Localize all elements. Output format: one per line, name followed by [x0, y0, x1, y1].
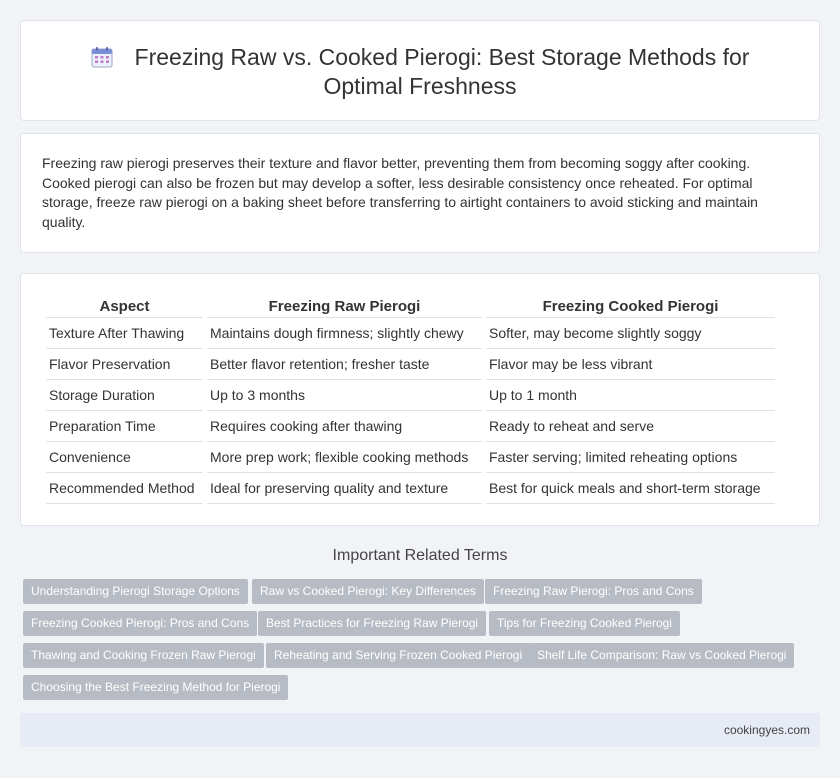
- cell-raw: Up to 3 months: [207, 380, 482, 411]
- table-row: [46, 380, 775, 411]
- cell-cooked: Best for quick meals and short-term storage: [486, 473, 775, 504]
- intro-paragraph: Freezing raw pierogi preserves their texture and flavor better, preventing them from becoming soggy after cooking. Cooked pierogi can also be frozen but may develop a softer, less desirable consistency once reheated. For optimal storage, freeze raw pierogi on a baking sheet before transferring to airtight containers to avoid sticking and maintain quality.: [42, 155, 758, 230]
- cell-aspect: Preparation Time: [46, 411, 203, 442]
- title-line-1: Freezing Raw vs. Cooked Pierogi: Best Storage Methods for: [134, 44, 750, 70]
- table-row: [46, 473, 775, 504]
- cell-raw: More prep work; flexible cooking methods: [207, 442, 482, 473]
- calendar-icon: [91, 46, 113, 68]
- related-term-tag[interactable]: Understanding Pierogi Storage Options: [23, 579, 248, 604]
- title-line-2: Optimal Freshness: [323, 73, 517, 99]
- related-term-tag[interactable]: Shelf Life Comparison: Raw vs Cooked Pierogi: [529, 643, 794, 668]
- table-row: [46, 442, 775, 473]
- table-row: [46, 318, 775, 349]
- related-term-tag[interactable]: Tips for Freezing Cooked Pierogi: [489, 611, 680, 636]
- comparison-table: [42, 296, 779, 504]
- related-term-tag[interactable]: Choosing the Best Freezing Method for Pierogi: [23, 675, 288, 700]
- cell-raw: Better flavor retention; fresher taste: [207, 349, 482, 380]
- site-name[interactable]: cookingyes.com: [723, 723, 810, 737]
- related-term-tag[interactable]: Raw vs Cooked Pierogi: Key Differences: [252, 579, 484, 604]
- cell-raw: Ideal for preserving quality and texture: [207, 473, 482, 504]
- related-term-tag[interactable]: Reheating and Serving Frozen Cooked Pierogi: [266, 643, 530, 668]
- cell-cooked: Faster serving; limited reheating options: [486, 442, 775, 473]
- header-aspect: Aspect: [46, 296, 203, 318]
- intro-card: [20, 133, 820, 253]
- cell-cooked: Ready to reheat and serve: [486, 411, 775, 442]
- header-raw: Freezing Raw Pierogi: [207, 296, 482, 318]
- cell-aspect: Flavor Preservation: [46, 349, 203, 380]
- related-term-tag[interactable]: Freezing Raw Pierogi: Pros and Cons: [485, 579, 702, 604]
- cell-aspect: Storage Duration: [46, 380, 203, 411]
- cell-raw: Maintains dough firmness; slightly chewy: [207, 318, 482, 349]
- cell-cooked: Up to 1 month: [486, 380, 775, 411]
- footer: [20, 713, 820, 747]
- cell-raw: Requires cooking after thawing: [207, 411, 482, 442]
- cell-cooked: Softer, may become slightly soggy: [486, 318, 775, 349]
- page-title: [21, 43, 819, 101]
- related-term-tag[interactable]: Freezing Cooked Pierogi: Pros and Cons: [23, 611, 257, 636]
- related-term-tag[interactable]: Thawing and Cooking Frozen Raw Pierogi: [23, 643, 264, 668]
- table-row: [46, 411, 775, 442]
- header-card: [20, 20, 820, 121]
- header-cooked: Freezing Cooked Pierogi: [486, 296, 775, 318]
- table-header-row: [46, 296, 775, 318]
- table-row: [46, 349, 775, 380]
- cell-aspect: Convenience: [46, 442, 203, 473]
- cell-aspect: Texture After Thawing: [46, 318, 203, 349]
- related-term-tag[interactable]: Best Practices for Freezing Raw Pierogi: [258, 611, 486, 636]
- comparison-card: [20, 273, 820, 526]
- cell-aspect: Recommended Method: [46, 473, 203, 504]
- related-terms-title: Important Related Terms: [332, 547, 508, 564]
- cell-cooked: Flavor may be less vibrant: [486, 349, 775, 380]
